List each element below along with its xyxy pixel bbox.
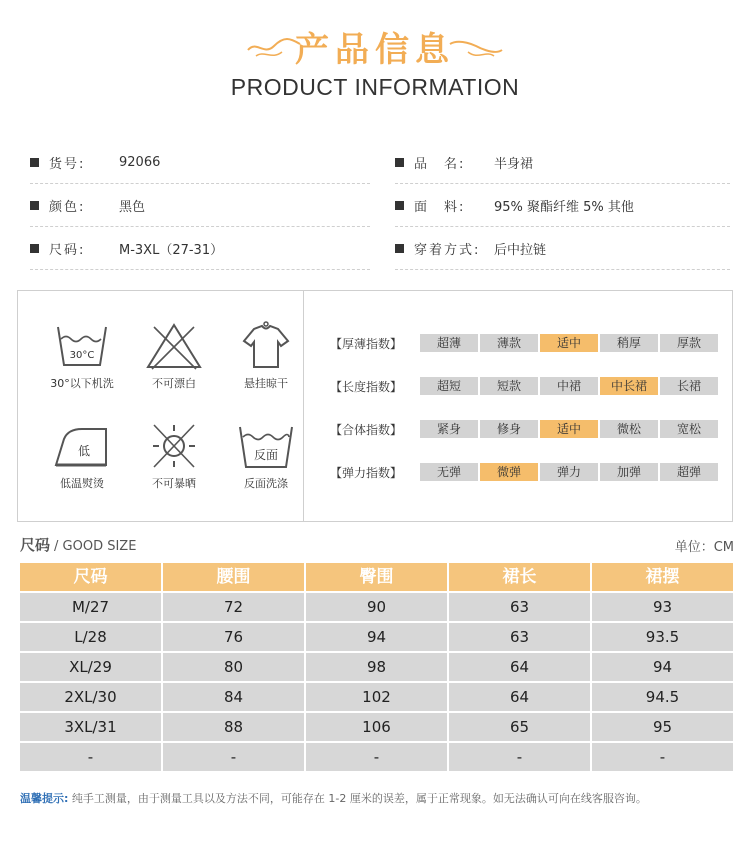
table-cell: - — [20, 743, 161, 771]
table-cell: 76 — [163, 623, 304, 651]
index-option: 厚款 — [660, 334, 718, 352]
info-item — [30, 184, 370, 227]
table-cell: - — [449, 743, 590, 771]
info-label: 颜色: — [49, 199, 86, 215]
info-value: 黑色 — [119, 199, 146, 215]
care-label: 反面洗涤 — [244, 477, 288, 490]
info-value: M-3XL（27-31） — [119, 242, 224, 258]
info-item — [395, 141, 730, 184]
size-title-en: / GOOD SIZE — [54, 539, 137, 554]
table-cell: 93 — [592, 593, 733, 621]
table-header-cell: 裙长 — [449, 563, 590, 591]
index-option: 长裙 — [660, 377, 718, 395]
table-cell: 95 — [592, 713, 733, 741]
table-cell: 84 — [163, 683, 304, 711]
table-cell: 98 — [306, 653, 447, 681]
index-option: 无弹 — [420, 463, 478, 481]
table-row — [20, 653, 734, 681]
bullet-square-icon — [395, 201, 404, 210]
table-cell: 2XL/30 — [20, 683, 161, 711]
index-option: 宽松 — [660, 420, 718, 438]
table-row — [20, 713, 734, 741]
right-wave-ornament-icon — [448, 30, 504, 60]
care-item — [218, 321, 314, 391]
index-label: 【厚薄指数】 — [330, 336, 403, 351]
table-cell: 63 — [449, 623, 590, 651]
care-item — [126, 421, 222, 491]
index-option: 超弹 — [660, 463, 718, 481]
index-option: 稍厚 — [600, 334, 658, 352]
info-row — [20, 227, 730, 270]
index-option: 弹力 — [540, 463, 598, 481]
product-info — [20, 141, 730, 270]
table-cell: 64 — [449, 683, 590, 711]
size-unit: 单位：CM — [674, 540, 734, 555]
table-row — [20, 743, 734, 771]
table-cell: 94 — [592, 653, 733, 681]
care-label: 低温熨烫 — [60, 477, 104, 490]
info-item — [30, 227, 370, 270]
info-item — [30, 141, 370, 184]
info-label: 穿着方式: — [414, 242, 481, 258]
info-label: 货号: — [49, 156, 86, 172]
reverse-wash-icon — [236, 421, 296, 471]
info-row — [20, 184, 730, 227]
table-cell: 102 — [306, 683, 447, 711]
index-label: 【长度指数】 — [330, 379, 403, 394]
table-cell: 94 — [306, 623, 447, 651]
table-cell: 80 — [163, 653, 304, 681]
table-row — [20, 683, 734, 711]
wash-temp-badge: 30°C — [69, 350, 95, 361]
info-value: 半身裙 — [494, 156, 534, 172]
index-option: 微松 — [600, 420, 658, 438]
table-cell: - — [592, 743, 733, 771]
index-fit — [330, 419, 720, 439]
measurement-tip — [20, 790, 734, 806]
table-header-cell: 臀围 — [306, 563, 447, 591]
size-table — [20, 563, 734, 773]
table-cell: M/27 — [20, 593, 161, 621]
table-header-row — [20, 563, 734, 591]
index-option-selected: 适中 — [540, 334, 598, 352]
page-header — [0, 0, 750, 110]
size-title-cn: 尺码 — [20, 536, 51, 554]
care-and-index-panel — [17, 290, 733, 522]
index-option: 薄款 — [480, 334, 538, 352]
table-cell: 106 — [306, 713, 447, 741]
reverse-wash-badge: 反面 — [253, 448, 279, 462]
info-item — [395, 184, 730, 227]
table-header-cell: 裙摆 — [592, 563, 733, 591]
low-iron-icon — [52, 421, 112, 471]
tip-text: 纯手工测量，由于测量工具以及方法不同，可能存在 1-2 厘米的误差，属于正常现象。如无法确认可向在线客服咨询。 — [71, 792, 647, 805]
bullet-square-icon — [30, 158, 39, 167]
care-item — [218, 421, 314, 491]
table-cell: 72 — [163, 593, 304, 621]
index-option: 超短 — [420, 377, 478, 395]
info-value: 92066 — [119, 154, 161, 170]
info-row — [20, 141, 730, 184]
care-item — [34, 421, 130, 491]
index-option: 紧身 — [420, 420, 478, 438]
care-label: 不可漂白 — [152, 377, 196, 390]
iron-level-badge: 低 — [77, 444, 91, 458]
index-elasticity — [330, 462, 720, 482]
info-item — [395, 227, 730, 270]
index-option-selected: 微弹 — [480, 463, 538, 481]
table-cell: 3XL/31 — [20, 713, 161, 741]
index-length — [330, 376, 720, 396]
index-thickness — [330, 333, 720, 353]
index-option: 修身 — [480, 420, 538, 438]
table-cell: 88 — [163, 713, 304, 741]
index-label: 【弹力指数】 — [330, 465, 403, 480]
bullet-square-icon — [395, 244, 404, 253]
page-title-cn: 产品信息 — [295, 30, 455, 70]
index-option: 超薄 — [420, 334, 478, 352]
table-cell: 65 — [449, 713, 590, 741]
hang-dry-icon — [236, 321, 296, 371]
page-title-en: PRODUCT INFORMATION — [230, 74, 520, 100]
table-row — [20, 623, 734, 651]
index-option: 短款 — [480, 377, 538, 395]
wash-30-icon — [52, 321, 112, 371]
info-label: 尺码: — [49, 242, 86, 258]
no-sun-dry-icon — [144, 421, 204, 471]
table-cell: 64 — [449, 653, 590, 681]
table-header-cell: 腰围 — [163, 563, 304, 591]
table-cell: XL/29 — [20, 653, 161, 681]
bullet-square-icon — [30, 201, 39, 210]
no-bleach-icon — [144, 321, 204, 371]
size-section-header — [20, 534, 734, 556]
info-value: 后中拉链 — [494, 242, 547, 258]
table-cell: 94.5 — [592, 683, 733, 711]
table-cell: - — [163, 743, 304, 771]
tip-label: 温馨提示: — [20, 792, 69, 805]
table-cell: 90 — [306, 593, 447, 621]
index-option-selected: 适中 — [540, 420, 598, 438]
index-option: 加弹 — [600, 463, 658, 481]
bullet-square-icon — [30, 244, 39, 253]
index-label: 【合体指数】 — [330, 422, 403, 437]
care-label: 30°以下机洗 — [50, 377, 114, 390]
care-item — [126, 321, 222, 391]
table-cell: 63 — [449, 593, 590, 621]
table-header-cell: 尺码 — [20, 563, 161, 591]
table-cell: 93.5 — [592, 623, 733, 651]
index-option-selected: 中长裙 — [600, 377, 658, 395]
bullet-square-icon — [395, 158, 404, 167]
table-cell: L/28 — [20, 623, 161, 651]
table-row — [20, 593, 734, 621]
info-label: 品 名: — [414, 156, 466, 172]
info-label: 面 料: — [414, 199, 466, 215]
care-item — [34, 321, 130, 391]
care-label: 悬挂晾干 — [244, 377, 288, 390]
table-cell: - — [306, 743, 447, 771]
info-value: 95% 聚酯纤维 5% 其他 — [494, 199, 634, 215]
index-option: 中裙 — [540, 377, 598, 395]
care-label: 不可暴晒 — [152, 477, 196, 490]
